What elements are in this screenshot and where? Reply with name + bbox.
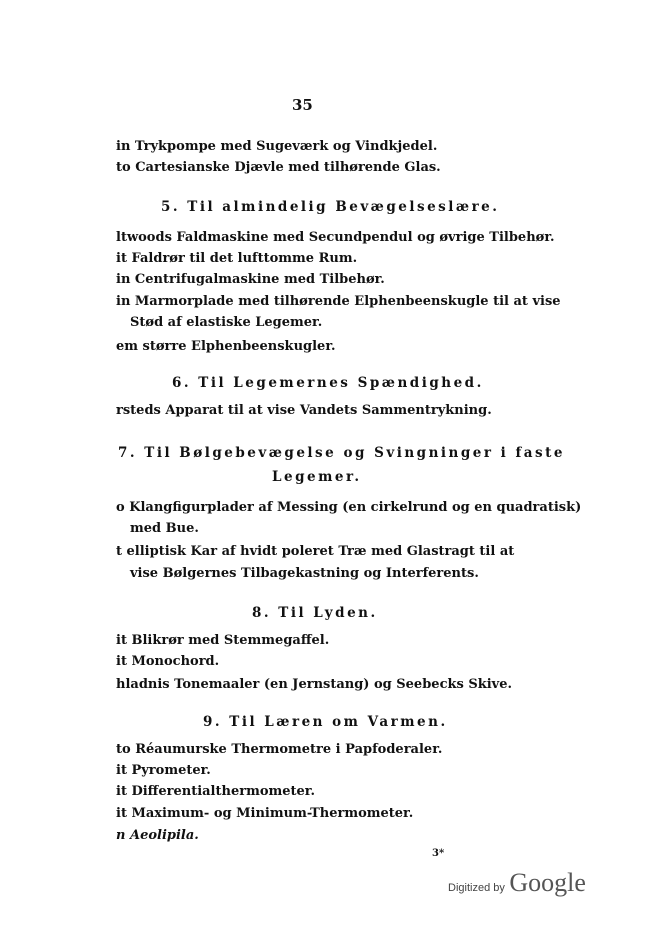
list-item-continuation: vise Bølgernes Tilbagekastning og Interferents.	[130, 566, 479, 581]
section-heading: 6. Til Legemernes Spændighed.	[172, 375, 484, 391]
list-item: n Aeolipila.	[116, 828, 199, 843]
watermark-prefix: Digitized by	[448, 882, 505, 894]
list-item: it Monochord.	[116, 654, 220, 669]
list-item: o Klangfigurplader af Messing (en cirkelrund og en quadratisk)	[116, 500, 582, 515]
google-logo: Google	[509, 868, 586, 897]
signature-mark: 3*	[432, 848, 445, 859]
section-heading: 5. Til almindelig Bevægelseslære.	[161, 199, 500, 215]
list-item-continuation: Stød af elastiske Legemer.	[130, 315, 323, 330]
list-item: in Trykpompe med Sugeværk og Vindkjedel.	[116, 139, 438, 154]
list-item: em større Elphenbeenskugler.	[116, 339, 336, 354]
list-item: t elliptisk Kar af hvidt poleret Træ med Glastragt til at	[116, 544, 515, 559]
list-item: it Maximum- og Minimum-Thermometer.	[116, 806, 414, 821]
section-heading-continuation: Legemer.	[272, 469, 362, 485]
section-heading: 8. Til Lyden.	[252, 605, 378, 621]
list-item-continuation: med Bue.	[130, 521, 199, 536]
list-item: in Marmorplade med tilhørende Elphenbeenskugle til at vise	[116, 294, 561, 309]
digitized-by-google-watermark	[448, 868, 586, 898]
list-item: it Differentialthermometer.	[116, 784, 315, 799]
list-item: to Cartesianske Djævle med tilhørende Glas.	[116, 160, 441, 175]
list-item: rsteds Apparat til at vise Vandets Sammentrykning.	[116, 403, 492, 418]
section-heading: 9. Til Læren om Varmen.	[203, 714, 448, 730]
list-item: it Pyrometer.	[116, 763, 211, 778]
section-heading: 7. Til Bølgebevægelse og Svingninger i faste	[118, 445, 565, 461]
list-item: in Centrifugalmaskine med Tilbehør.	[116, 272, 385, 287]
list-item: ltwoods Faldmaskine med Secundpendul og øvrige Tilbehør.	[116, 230, 555, 245]
list-item: to Réaumurske Thermometre i Papfoderaler.	[116, 742, 443, 757]
list-item: it Blikrør med Stemmegaffel.	[116, 633, 330, 648]
list-item: it Faldrør til det lufttomme Rum.	[116, 251, 358, 266]
list-item: hladnis Tonemaaler (en Jernstang) og Seebecks Skive.	[116, 677, 513, 692]
page-number: 35	[292, 96, 313, 114]
